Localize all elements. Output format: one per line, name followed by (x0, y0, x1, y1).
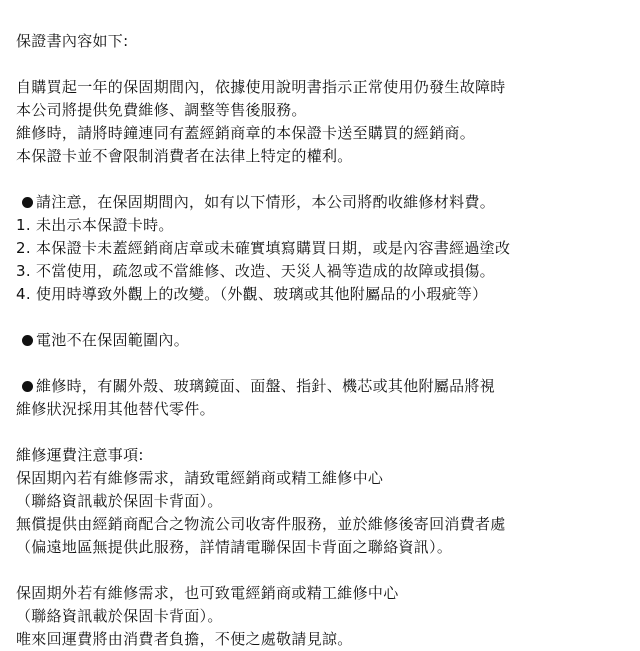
out-of-warranty-notes (16, 582, 636, 651)
text-line: 本保證卡並不會限制消費者在法律上特定的權利。 (16, 147, 353, 165)
text-line: 唯來回運費將由消費者負擔，不便之處敬請見諒。 (16, 630, 353, 648)
text-line: 保固期內若有維修需求，請致電經銷商或精工維修中心 (16, 469, 384, 487)
notice-item: 1. 未出示本保證卡時。 (16, 216, 174, 234)
text-line: 本公司將提供免費維修、調整等售後服務。 (16, 101, 307, 119)
notice-item: 4. 使用時導致外觀上的改變。（外觀、玻璃或其他附屬品的小瑕疵等） (16, 285, 488, 303)
battery-note-line (16, 329, 636, 352)
spacer (16, 559, 636, 582)
spacer (16, 421, 636, 444)
spacer (16, 168, 636, 191)
text-line: （聯絡資訊載於保固卡背面）。 (16, 492, 223, 510)
shipping-notes (16, 444, 636, 559)
spacer (16, 352, 636, 375)
bullet-icon (22, 381, 33, 392)
text-line: 自購買起一年的保固期間內，依據使用說明書指示正常使用仍發生故障時 (16, 78, 506, 96)
text-line: 保固期外若有維修需求，也可致電經銷商或精工維修中心 (16, 584, 399, 602)
notice-heading: 請注意，在保固期間內，如有以下情形，本公司將酌收維修材料費。 (36, 193, 496, 211)
notice-item: 3. 不當使用，疏忽或不當維修、改造、天災人禍等造成的故障或損傷。 (16, 262, 495, 280)
parts-note (16, 375, 636, 421)
text-line: 維修狀況採用其他替代零件。 (16, 400, 215, 418)
notice-item: 2. 本保證卡未蓋經銷商店章或未確實填寫購買日期，或是內容書經過塗改 (16, 239, 511, 257)
shipping-heading: 維修運費注意事項: (16, 446, 144, 464)
document-title: 保證書內容如下: (16, 32, 129, 50)
warranty-terms-paragraph (16, 76, 636, 168)
notice-heading-line (16, 191, 636, 214)
battery-note: 電池不在保固範圍內。 (36, 331, 190, 349)
bullet-icon (22, 197, 33, 208)
parts-note-line (16, 375, 636, 398)
text-line: （偏遠地區無提供此服務，詳情請電聯保固卡背面之聯絡資訊）。 (16, 538, 453, 556)
spacer (16, 53, 636, 76)
parts-note-text: 維修時，有關外殼、玻璃鏡面、面盤、指針、機芯或其他附屬品將視 (36, 377, 496, 395)
warranty-document (16, 30, 636, 651)
spacer (16, 306, 636, 329)
text-line: 無償提供由經銷商配合之物流公司收寄件服務，並於維修後寄回消費者處 (16, 515, 506, 533)
bullet-icon (22, 335, 33, 346)
material-fee-notice (16, 191, 636, 306)
text-line: 維修時，請將時鐘連同有蓋經銷商章的本保證卡送至購買的經銷商。 (16, 124, 476, 142)
text-line: （聯絡資訊載於保固卡背面）。 (16, 607, 223, 625)
